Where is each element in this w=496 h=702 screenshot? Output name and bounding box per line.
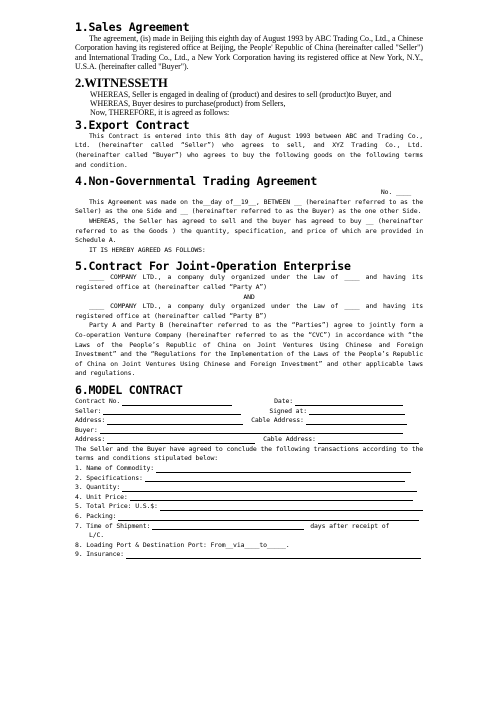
document-page [75,20,423,560]
paragraph: Now, THEREFORE, it is agreed as follows: [90,108,230,118]
buyer-address-row [75,435,423,445]
item-label: 3. Quantity: [75,483,121,492]
item-label: 7. Time of Shipment: [75,521,151,530]
section-export-contract [75,118,423,170]
section-sales-agreement [75,20,423,72]
buyer-label: Buyer: [75,425,98,434]
section-heading: 4.Non-Governmental Trading Agreement [75,174,318,189]
seller-cable-address-field[interactable] [306,417,407,425]
item-name-of-commodity [75,464,423,474]
item-total-price [75,502,423,512]
item-continuation: L/C. [89,531,105,540]
paragraph: ____ COMPANY LTD., a company duly organized under the Law of ____ and having its registered office at (hereinafter called “Party A”) [75,273,423,291]
item-loading-port: 8. Loading Port & Destination Port: From__via____to_____. [75,540,290,549]
model-contract-intro: The Seller and the Buyer have agreed to conclude the following transactions according to the terms and conditions stipulated below: [75,444,423,463]
section-heading: 2.WITNESSETH [75,75,168,90]
commodity-field[interactable] [156,465,411,473]
seller-address-field[interactable] [107,417,243,425]
signed-at-label: Signed at: [269,406,307,415]
section-joint-operation [75,259,423,379]
signed-at-field[interactable] [309,407,405,415]
item-packing [75,512,423,522]
cable-address-label: Cable Address: [263,435,316,444]
unit-price-field[interactable] [130,493,413,501]
section-body: This Contract is entered into this 8th day of August 1993 between ABC and Trading Co., Ltd. (hereinafter called “Seller”) who agrees to sell, and XYZ Trading Co., Ltd. (hereinafter called “Buyer”) who agrees to buy the following goods on the following terms and condition. [75,131,423,169]
date-field[interactable] [295,398,403,406]
paragraph: IT IS HEREBY AGREED AS FOLLOWS: [89,245,206,254]
section-heading: 5.Contract For Joint-Operation Enterprise [75,259,351,274]
paragraph: Party A and Party B (hereinafter referred to as the “Parties”) agree to jointly form a Co-operation Venture Company (hereinafter referred to as the “CVC”) in accordance with “the Laws of the People’s Republic of China on Joint Ventures Using Chinese and Foreign Investment” and the “Regulations for the Implementation of the Laws of the People’s Republic of China on Joint Ventures Using Chinese and Foreign Investment” and other applicable laws and regulations. [75,321,423,378]
section-non-governmental-agreement [75,174,423,255]
buyer-row [75,426,423,436]
contract-no-row [75,397,423,407]
item-label: 1. Name of Commodity: [75,464,155,473]
paragraph: WHEREAS, Buyer desires to purchase(product) from Sellers, [90,99,286,109]
seller-row [75,407,423,417]
buyer-address-field[interactable] [107,436,255,444]
item-unit-price [75,493,423,503]
total-price-field[interactable] [160,503,423,511]
item-specifications [75,474,423,484]
contract-no-label: Contract No. [75,396,121,405]
insurance-field[interactable] [126,551,421,559]
section-heading: 3.Export Contract [75,117,190,132]
specifications-field[interactable] [145,474,405,482]
agreement-number: No. ____ [380,188,411,197]
shipment-days-field[interactable] [152,522,304,530]
buyer-cable-address-field[interactable] [318,436,419,444]
item-label: 9. Insurance: [75,550,124,559]
contract-no-field[interactable] [122,398,232,406]
item-quantity [75,483,423,493]
item-label: 2. Specifications: [75,473,143,482]
packing-field[interactable] [118,513,419,521]
buyer-field[interactable] [100,426,403,434]
paragraph: This Agreement was made on the__day of__19__, BETWEEN __ (hereinafter referred to as the Seller) as the one Side and __ (hereinafter referred to as the Buyer) as the one other Side. [75,197,423,216]
paragraph: ____ COMPANY LTD., a company duly organized under the Law of ____ and having its registered office at (hereinafter called “Party B”) [75,302,423,320]
paragraph: WHEREAS, Seller is engaged in dealing of (product) and desires to sell (product)to Buyer, and [90,89,392,99]
section-body: The agreement, (is) made in Beijing this eighth day of August 1993 by ABC Trading Co., Ltd., a Chinese Corporation having its registered office at Beijing, the People' Republic of China (hereinafter called "Seller") and International Trading Co., Ltd., a New York Corporation having its registered office at New York, N.Y., U.S.A. (hereinafter called "Buyer"). [75,34,423,72]
and-separator: AND [243,292,255,301]
cable-address-label: Cable Address: [251,416,304,425]
section-heading: 6.MODEL CONTRACT [75,382,183,397]
item-time-of-shipment [75,522,423,532]
item-label: 5. Total Price: U.S.$: [75,502,158,511]
seller-field[interactable] [103,407,241,415]
quantity-field[interactable] [122,484,417,492]
section-model-contract [75,383,423,560]
seller-label: Seller: [75,406,102,415]
item-label: 6. Packing: [75,512,117,521]
item-label: 4. Unit Price: [75,492,128,501]
section-heading: 1.Sales Agreement [75,20,190,34]
seller-address-row [75,416,423,426]
paragraph: WHEREAS, the Seller has agreed to sell and the buyer has agreed to buy __ (hereinafter referred to as the Goods ) the quantity, specification, and price of which are provided in Schedule A. [75,217,423,245]
address-label: Address: [75,435,106,444]
address-label: Address: [75,416,106,425]
date-label: Date: [274,396,293,405]
section-witnesseth [75,76,423,118]
item-label-tail: days after receipt of [310,521,390,530]
item-insurance [75,550,423,560]
